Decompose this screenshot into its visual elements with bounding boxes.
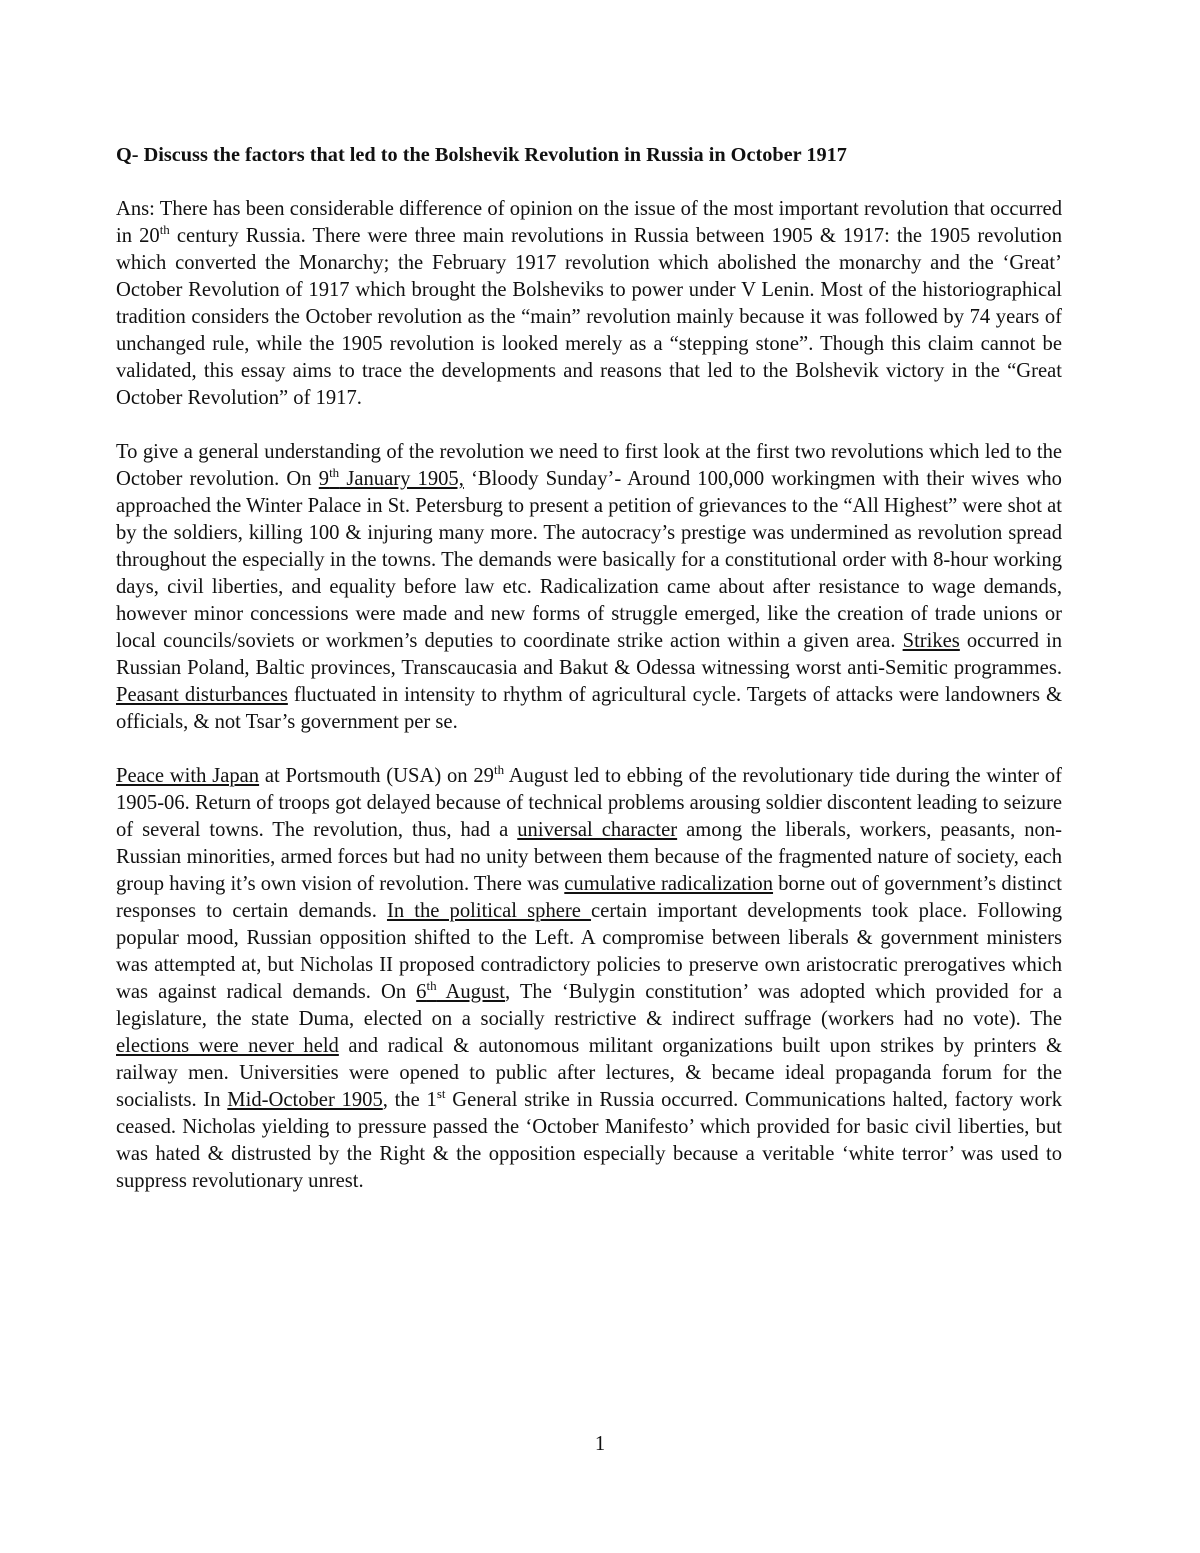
paragraph-answer-intro: [116, 196, 1062, 412]
question-heading: Q- Discuss the factors that led to the Bolshevik Revolution in Russia in October 1917: [116, 144, 847, 166]
superscript: th: [329, 465, 340, 480]
text-run: occurred in Russian Poland, Baltic provinces, Transcaucasia and Bakut & Odessa witnessing worst anti-Semitic programmes.: [116, 630, 1062, 679]
text-run: August led to ebbing of the revolutionary tide during the winter of 1905-06. Return of troops got delayed because of technical problems arousing soldier discontent leading to seizure of several towns. The revolution, thus, had a: [116, 765, 1062, 841]
text-run: 6: [416, 981, 427, 1003]
text-run: August: [436, 981, 506, 1003]
text-run: among the liberals, workers, peasants, non-Russian minorities, armed forces but had no unity between them because of the fragmented nature of society, each group having it’s own vision of revolution. There was: [116, 819, 1062, 895]
document-page: [116, 142, 1062, 1222]
text-run: January 1905,: [339, 468, 464, 490]
paragraph-peace-with-japan: [116, 763, 1062, 1195]
superscript: th: [493, 762, 505, 777]
underlined-peasant-disturbances: Peasant disturbances: [116, 684, 288, 706]
text-run: General strike in Russia occurred. Communications halted, factory work ceased. Nicholas yielding to pressure passed the ‘October Manifesto’ which provided for basic civil liberties, but was hated & distrusted by the Right & the opposition especially because a veritable ‘white terror’ was used to suppress revolutionary unrest.: [116, 1089, 1063, 1192]
text-run: borne out of government’s distinct responses to certain demands.: [116, 873, 1063, 922]
text-run: ‘Bloody Sunday’- Around 100,000 workingmen with their wives who approached the Winter Palace in St. Petersburg to present a petition of grievances to the “All Highest” were shot at by the soldiers, killing 100 & injuring many more. The autocracy’s prestige was undermined as revolution spread throughout the especially in the towns. The demands were basically for a constitutional order with 8-hour working days, civil liberties, and equality before law etc. Radicalization came about after resistance to wage demands, however minor concessions were made and new forms of struggle emerged, like the creation of trade unions or local councils/soviets or workmen’s deputies to coordinate strike action within a given area.: [116, 468, 1062, 652]
text-run: century Russia. There were three main revolutions in Russia between 1905 & 1917: the 1905 revolution which converted the Monarchy; the February 1917 revolution which abolished the monarchy and the ‘Great’ October Revolution of 1917 which brought the Bolsheviks to power under V Lenin. Most of the historiographical tradition considers the October revolution as the “main” revolution mainly because it was followed by 74 years of unchanged rule, while the 1905 revolution is looked merely as a “stepping stone”. Though this claim cannot be validated, this essay aims to trace the developments and reasons that led to the Bolshevik victory in the “Great October Revolution” of 1917.: [116, 225, 1062, 409]
paragraph-1905-revolution: [116, 439, 1062, 736]
superscript: th: [426, 978, 437, 993]
text-run: , the 1: [382, 1089, 437, 1111]
underlined-elections-never-held: elections were never held: [116, 1035, 339, 1057]
superscript: th: [159, 222, 170, 237]
underlined-date-bloody-sunday: [318, 465, 464, 490]
underlined-cumulative-radicalization: cumulative radicalization: [564, 873, 774, 895]
underlined-political-sphere: In the political sphere: [386, 900, 592, 922]
underlined-universal-character: universal character: [517, 819, 678, 841]
superscript: st: [436, 1086, 446, 1101]
text-run: certain important developments took place. Following popular mood, Russian opposition shifted to the Left. A compromise between liberals & government ministers was attempted at, but Nicholas II proposed contradictory policies to preserve own aristocratic prerogatives which was against radical demands. On: [116, 900, 1062, 1003]
underlined-date-6th-august: [416, 978, 506, 1003]
text-run: , The ‘Bulygin constitution’ was adopted which provided for a legislature, the state Duma, elected on a socially restrictive & indirect suffrage (workers had no vote). The: [116, 981, 1062, 1030]
text-run: fluctuated in intensity to rhythm of agricultural cycle. Targets of attacks were landowners & officials, & not Tsar’s government per se.: [116, 684, 1063, 733]
text-run: at Portsmouth (USA) on 29: [259, 765, 494, 787]
text-run: 9: [318, 468, 330, 490]
underlined-strikes: Strikes: [902, 630, 960, 652]
text-run: To give a general understanding of the revolution we need to first look at the first two revolutions which led to the October revolution. On: [116, 441, 1062, 490]
text-run: Ans: There has been considerable difference of opinion on the issue of the most important revolution that occurred in 20: [116, 198, 1062, 247]
underlined-mid-october-1905: Mid-October 1905: [227, 1089, 383, 1111]
underlined-peace-with-japan: Peace with Japan: [116, 765, 260, 787]
text-run: and radical & autonomous militant organizations built upon strikes by printers & railway men. Universities were opened to public after lectures, & became ideal propaganda forum for the socialists. In: [116, 1035, 1062, 1111]
page-number: 1: [594, 1433, 606, 1455]
